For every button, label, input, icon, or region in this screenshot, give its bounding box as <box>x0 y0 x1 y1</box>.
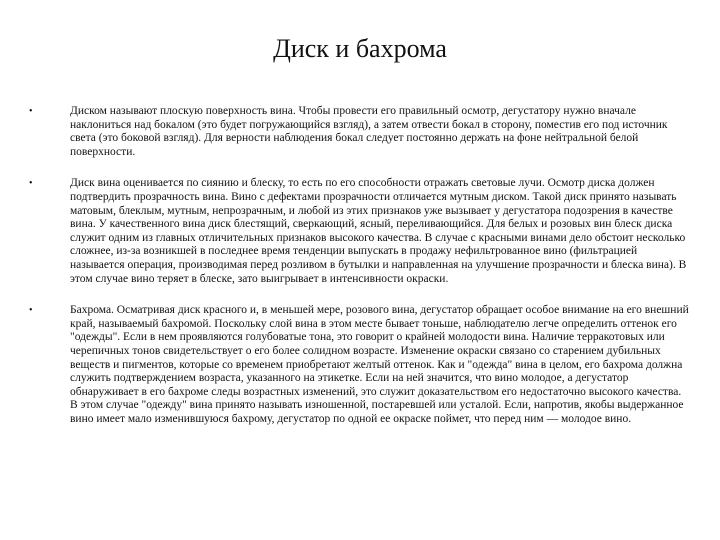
bullet-text: Бахрома. Осматривая диск красного и, в меньшей мере, розового вина, дегустатор обращает особое внимание на его внешний край, называемый бахромой. Поскольку слой вина в этом месте бывает тоньше, наблюдателю легче определить оттенок его "одежды". Если в нем проявляются голубоватые тона, это говорит о крайней молодости вина. Наличие терракотовых или черепичных тонов свидетельствует о его более солидном возрасте. Изменение окраски связано со старением дубильных веществ и пигментов, которые со временем приобретают желтый оттенок. Как и "одежда" вина в целом, его бахрома должна служить подтверждением возраста, указанного на этикетке. Если на ней значится, что вино молодое, а дегустатор обнаруживает в его бахроме следы возрастных изменений, это служит доказательством его недостаточно высокого качества. В этом случае "одежду" вина принято называть изношенной, постаревшей или усталой. Если, напротив, якобы выдержанное вино имеет мало изменившуюся бахрому, дегустатор по одной ее окраске поймет, что перед ним — молодое вино. <box>70 304 689 425</box>
bullet-list <box>28 105 690 444</box>
bullet-item-disk <box>28 105 690 159</box>
bullet-text: Диском называют плоскую поверхность вина. Чтобы провести его правильный осмотр, дегустатору нужно вначале наклониться над бокалом (это будет погружающийся взгляд), а затем отвести бокал в сторону, поместив его под источник света (это боковой взгляд). Для верности наблюдения бокал следует постоянно держать на фоне нейтральной белой поверхности. <box>70 105 668 158</box>
bullet-item-disk-evaluation <box>28 177 690 286</box>
bullet-icon: • <box>29 178 33 190</box>
bullet-icon: • <box>29 106 33 117</box>
bullet-item-fringe <box>28 304 690 426</box>
bullet-icon: • <box>29 305 33 317</box>
bullet-text: Диск вина оценивается по сиянию и блеску, то есть по его способности отражать световые лучи. Осмотр диска должен подтвердить прозрачность вина. Вино с дефектами прозрачности отличается мутным диском. Такой диск принято называть матовым, блеклым, мутным, непрозрачным, и любой из этих признаков уже вызывает у дегустатора подозрения в качестве вина. У качественного вина диск блестящий, сверкающий, ясный, переливающийся. Для белых и розовых вин блеск диска служит одним из главных отличительных признаков высокого качества. В случае с красными винами дело обстоит несколько сложнее, из-за возникшей в последнее время тенденции выпускать в продажу нефильтрованное вино (фильтрацией называется операция, производимая перед розливом в бутылки и направленная на улучшение прозрачности и блеска вина). В этом случае вино теряет в блеске, зато выигрывает в интенсивности окраски. <box>70 177 687 285</box>
slide-title: Диск и бахрома <box>273 34 447 63</box>
